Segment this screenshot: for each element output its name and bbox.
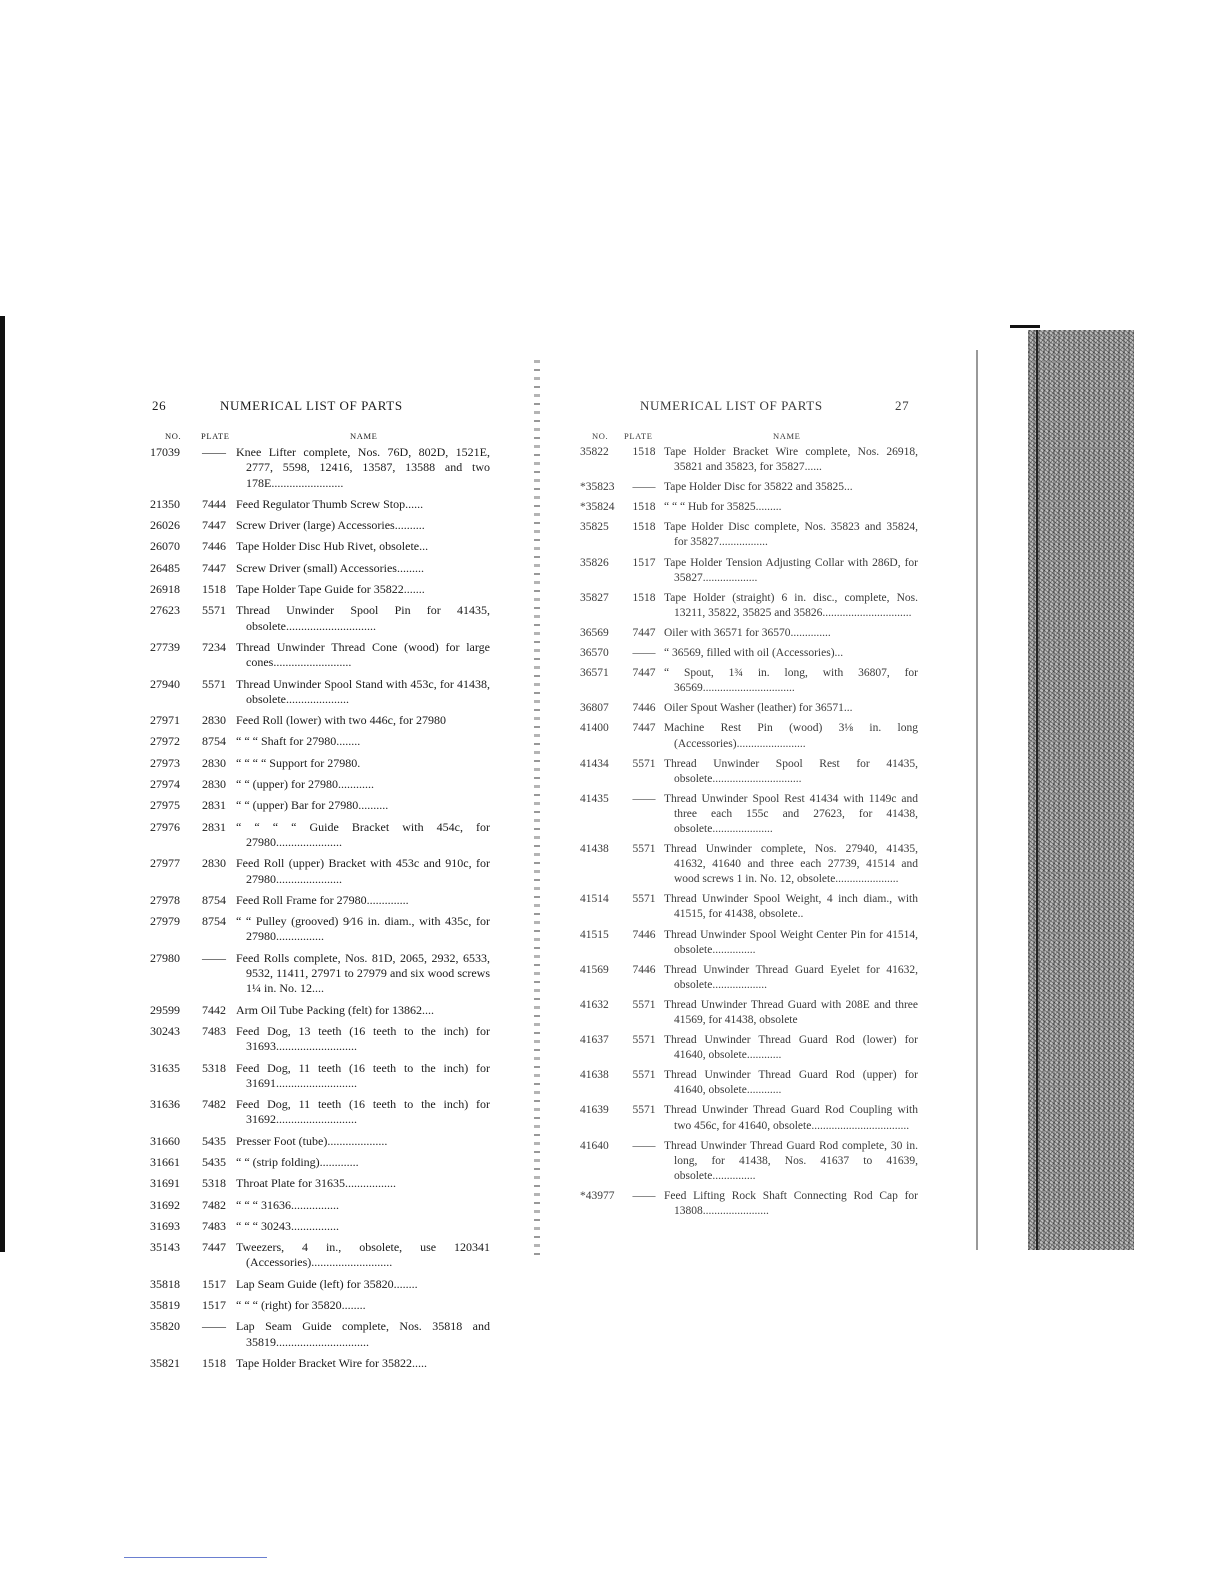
part-row [580, 500, 918, 515]
part-name: “ “ “ “ Guide Bracket with 454c, for 27980...................... [236, 819, 490, 849]
part-name: Tape Holder Tape Guide for 35822....... [236, 582, 425, 597]
part-row [150, 856, 490, 887]
part-name: Thread Unwinder Thread Cone (wood) for large cones.......................... [236, 639, 490, 670]
part-row [150, 1219, 490, 1234]
part-name: Feed Roll (upper) Bracket with 453c and 910c, for 27980...................... [236, 856, 490, 886]
plate-number: 7447 [632, 722, 656, 735]
part-row [580, 480, 918, 495]
column-headers [150, 431, 490, 445]
part-row [150, 1356, 490, 1371]
part-name: Thread Unwinder Spool Rest 41434 with 1149c and three each 155c and 27623, for 41438, obsolete..................... [664, 792, 918, 835]
part-row [150, 777, 490, 792]
part-row [580, 626, 918, 641]
part-row [150, 677, 490, 708]
part-name: Thread Unwinder Spool Weight Center Pin for 41514, obsolete............... [664, 928, 918, 956]
part-name: “ “ “ 30243................ [236, 1218, 339, 1233]
part-number: 26026 [150, 518, 180, 533]
plate-number: 5435 [202, 1133, 226, 1148]
cover-edge-mark [1010, 325, 1040, 328]
plate-number: 8754 [202, 734, 226, 749]
part-number: 31691 [150, 1176, 180, 1191]
page-title: NUMERICAL LIST OF PARTS [640, 398, 823, 413]
part-number: 41400 [580, 722, 609, 735]
part-number: 35818 [150, 1276, 180, 1291]
part-number: 35820 [150, 1319, 180, 1334]
part-number: 35821 [150, 1355, 180, 1370]
part-name: Feed Roll (lower) with two 446c, for 27980 [236, 713, 446, 728]
plate-number: 5571 [632, 1104, 656, 1117]
right-page [580, 398, 918, 1219]
bottom-link-underline [124, 1557, 267, 1558]
part-row [580, 1189, 918, 1219]
part-row [150, 1134, 490, 1149]
part-name: Feed Regulator Thumb Screw Stop...... [236, 496, 424, 511]
part-name: “ “ “ “ Support for 27980. [236, 755, 361, 770]
part-row [580, 556, 918, 586]
part-number: 35143 [150, 1240, 180, 1255]
plate-number: 2831 [202, 819, 226, 834]
part-row [150, 445, 490, 491]
part-name: Presser Foot (tube).................... [236, 1133, 388, 1148]
plate-number: 1518 [632, 446, 656, 458]
part-row [580, 998, 918, 1028]
part-row [150, 582, 490, 597]
plate-number: 7234 [202, 639, 226, 654]
part-number: 27623 [150, 603, 180, 618]
part-number: *43977 [580, 1189, 615, 1202]
part-name: “ “ “ (right) for 35820........ [236, 1298, 366, 1313]
part-number: 27979 [150, 914, 180, 929]
part-number: 36569 [580, 626, 609, 639]
part-number: 21350 [150, 496, 180, 511]
page-edge-line [976, 350, 978, 1250]
part-number: 41514 [580, 893, 609, 906]
part-row [150, 1097, 490, 1128]
column-header-plate: PLATE [624, 431, 653, 441]
part-row [580, 792, 918, 837]
part-name: Thread Unwinder Thread Guard Rod complete, 30 in. long, for 41438, Nos. 41637 to 41639, obsolete............... [664, 1139, 918, 1182]
part-row [150, 1003, 490, 1018]
part-name: Thread Unwinder Thread Guard Rod (lower) for 41640, obsolete............ [664, 1034, 918, 1062]
plate-number: —— [632, 647, 656, 660]
part-row [580, 928, 918, 958]
part-name: Thread Unwinder Spool Pin for 41435, obsolete.............................. [236, 603, 490, 633]
page-number: 27 [895, 398, 910, 413]
part-row [150, 539, 490, 554]
part-row [580, 721, 918, 751]
part-name: Tweezers, 4 in., obsolete, use 120341 (Accessories)........................... [236, 1240, 490, 1270]
part-row [150, 756, 490, 771]
part-name: Feed Rolls complete, Nos. 81D, 2065, 2932, 6533, 9532, 11411, 27971 to 27979 and six wood screws 1¼ in. No. 12.... [236, 950, 490, 996]
plate-number: 1518 [632, 521, 656, 534]
part-number: 26918 [150, 582, 180, 597]
plate-number: 2831 [202, 798, 226, 813]
part-number: 26070 [150, 539, 180, 554]
part-name: “ 36569, filled with oil (Accessories)... [664, 647, 844, 660]
part-number: 27974 [150, 777, 180, 792]
part-row [150, 561, 490, 576]
part-row [580, 591, 918, 621]
book-gutter [534, 360, 540, 1255]
plate-number: 7446 [202, 539, 226, 554]
part-row [150, 1176, 490, 1191]
plate-number: 7446 [632, 963, 656, 976]
plate-number: 7447 [202, 560, 226, 575]
part-number: 35825 [580, 521, 609, 534]
part-row [580, 520, 918, 550]
column-header-no: NO. [165, 431, 182, 441]
plate-number: 7483 [202, 1023, 226, 1038]
part-row [150, 603, 490, 634]
parts-list [150, 445, 490, 1371]
column-header-name: NAME [350, 431, 378, 441]
part-name: Thread Unwinder Spool Weight, 4 inch diam., with 41515, for 41438, obsolete.. [664, 893, 918, 921]
plate-number: 7442 [202, 1002, 226, 1017]
plate-number: 5571 [632, 1034, 656, 1047]
part-row [580, 1033, 918, 1063]
plate-number: 1517 [632, 556, 656, 569]
plate-number: 5571 [202, 603, 226, 618]
part-row [150, 1240, 490, 1271]
part-row [150, 820, 490, 851]
plate-number: —— [202, 445, 226, 459]
part-row [150, 1061, 490, 1092]
part-name: “ Spout, 1¾ in. long, with 36807, for 36569................................ [664, 667, 918, 695]
column-header-name: NAME [773, 431, 801, 441]
page-number: 26 [152, 398, 167, 413]
plate-number: 5318 [202, 1176, 226, 1191]
part-row [580, 963, 918, 993]
plate-number: 2830 [202, 777, 226, 792]
part-row [580, 892, 918, 922]
plate-number: 7483 [202, 1218, 226, 1233]
part-name: Oiler Spout Washer (leather) for 36571... [664, 702, 853, 715]
plate-number: 2830 [202, 856, 226, 871]
plate-number: 5571 [632, 757, 656, 770]
plate-number: 7447 [632, 667, 656, 680]
plate-number: 5571 [632, 893, 656, 906]
page-title: NUMERICAL LIST OF PARTS [220, 398, 403, 413]
plate-number: 7482 [202, 1197, 226, 1212]
cover-edge-border [1036, 330, 1038, 1250]
part-number: 36807 [580, 702, 609, 715]
part-number: 27739 [150, 639, 180, 654]
part-name: Thread Unwinder complete, Nos. 27940, 41435, 41632, 41640 and three each 27739, 41514 and wood screws 1 in. No. 12, obsolete...................... [664, 843, 918, 886]
column-headers [580, 431, 918, 445]
column-header-plate: PLATE [201, 431, 230, 441]
plate-number: 1518 [202, 582, 226, 597]
part-row [580, 842, 918, 887]
part-name: Oiler with 36571 for 36570.............. [664, 626, 831, 639]
scan-left-edge [0, 316, 5, 1252]
part-name: Thread Unwinder Thread Guard with 208E and three 41569, for 41438, obsolete [664, 998, 918, 1026]
plate-number: 2830 [202, 713, 226, 728]
page-header [580, 398, 918, 418]
part-name: Feed Dog, 11 teeth (16 teeth to the inch) for 31691........................... [236, 1060, 490, 1090]
part-row [580, 445, 918, 475]
part-row [150, 1277, 490, 1292]
plate-number: 7447 [202, 518, 226, 533]
part-row [150, 640, 490, 671]
part-name: Feed Dog, 11 teeth (16 teeth to the inch) for 31692........................... [236, 1097, 490, 1127]
plate-number: 5571 [632, 998, 656, 1011]
part-number: 26485 [150, 560, 180, 575]
plate-number: 7447 [632, 626, 656, 639]
part-number: 41637 [580, 1034, 609, 1047]
part-name: “ “ “ Shaft for 27980........ [236, 734, 361, 749]
plate-number: 1518 [202, 1355, 226, 1370]
part-number: 41569 [580, 963, 609, 976]
part-number: 41638 [580, 1069, 609, 1082]
part-number: 17039 [150, 445, 180, 459]
part-number: 30243 [150, 1023, 180, 1038]
part-name: Thread Unwinder Thread Guard Rod Coupling with two 456c, for 41640, obsolete.................................. [664, 1104, 918, 1132]
part-name: Tape Holder Tension Adjusting Collar with 286D, for 35827................... [664, 556, 918, 584]
part-number: 27976 [150, 819, 180, 834]
part-number: 41438 [580, 843, 609, 856]
part-number: 31636 [150, 1097, 180, 1112]
part-name: Tape Holder Bracket Wire for 35822..... [236, 1355, 428, 1370]
plate-number: 2830 [202, 755, 226, 770]
plate-number: 1517 [202, 1298, 226, 1313]
plate-number: —— [202, 1319, 226, 1334]
part-row [150, 734, 490, 749]
part-name: Lap Seam Guide (left) for 35820........ [236, 1276, 418, 1291]
part-row [150, 713, 490, 728]
part-number: 35827 [580, 591, 609, 604]
part-number: *35823 [580, 481, 615, 494]
part-name: “ “ “ Hub for 35825......... [664, 501, 782, 514]
plate-number: 8754 [202, 892, 226, 907]
part-number: 31693 [150, 1218, 180, 1233]
part-number: 27975 [150, 798, 180, 813]
part-number: 41639 [580, 1104, 609, 1117]
part-name: Tape Holder Disc complete, Nos. 35823 and 35824, for 35827................. [664, 521, 918, 549]
part-name: Throat Plate for 31635................. [236, 1176, 396, 1191]
plate-number: 5571 [632, 843, 656, 856]
scanned-cover-edge [1028, 330, 1134, 1250]
part-row [580, 646, 918, 661]
part-row [150, 1024, 490, 1055]
part-name: Machine Rest Pin (wood) 3⅛ in. long (Accessories)........................ [664, 722, 918, 750]
part-number: 29599 [150, 1002, 180, 1017]
part-row [580, 701, 918, 716]
part-name: Feed Dog, 13 teeth (16 teeth to the inch) for 31693........................... [236, 1023, 490, 1054]
plate-number: —— [632, 1139, 656, 1152]
part-name: “ “ Pulley (grooved) 9⁄16 in. diam., with 435c, for 27980................ [236, 914, 490, 944]
part-name: Tape Holder Disc Hub Rivet, obsolete... [236, 539, 429, 554]
plate-number: —— [632, 1189, 656, 1202]
part-number: *35824 [580, 501, 615, 514]
plate-number: 8754 [202, 914, 226, 929]
part-name: “ “ “ 31636................ [236, 1197, 339, 1212]
part-number: 41435 [580, 792, 609, 805]
part-name: Lap Seam Guide complete, Nos. 35818 and 35819............................... [236, 1319, 490, 1349]
part-name: Thread Unwinder Thread Guard Eyelet for 41632, obsolete................... [664, 963, 918, 991]
part-name: “ “ (strip folding)............. [236, 1154, 359, 1169]
part-number: 27980 [150, 950, 180, 965]
part-name: Thread Unwinder Spool Stand with 453c, for 41438, obsolete..................... [236, 676, 490, 706]
part-name: Knee Lifter complete, Nos. 76D, 802D, 1521E, 2777, 5598, 12416, 13587, 13588 and two 178E........................ [236, 445, 490, 490]
part-name: Feed Lifting Rock Shaft Connecting Rod Cap for 13808....................... [664, 1189, 918, 1218]
part-number: 41640 [580, 1139, 609, 1152]
part-row [150, 914, 490, 945]
part-number: 41632 [580, 998, 609, 1011]
part-name: Thread Unwinder Thread Guard Rod (upper) for 41640, obsolete............ [664, 1069, 918, 1097]
plate-number: 7447 [202, 1240, 226, 1255]
plate-number: 7446 [632, 928, 656, 941]
part-number: 35826 [580, 556, 609, 569]
plate-number: 1518 [632, 591, 656, 604]
part-number: 27940 [150, 676, 180, 691]
part-number: 27972 [150, 734, 180, 749]
part-number: 41434 [580, 757, 609, 770]
part-row [150, 951, 490, 997]
part-row [150, 518, 490, 533]
part-row [580, 757, 918, 787]
part-name: Arm Oil Tube Packing (felt) for 13862.... [236, 1002, 434, 1017]
part-row [580, 1103, 918, 1133]
part-row [580, 1139, 918, 1184]
part-number: 31692 [150, 1197, 180, 1212]
plate-number: —— [632, 792, 656, 805]
part-name: Screw Driver (small) Accessories......... [236, 560, 424, 575]
parts-list [580, 445, 918, 1219]
plate-number: 7446 [632, 702, 656, 715]
part-row [150, 1319, 490, 1350]
part-number: 36570 [580, 647, 609, 660]
part-number: 35822 [580, 446, 609, 458]
plate-number: 5571 [632, 1069, 656, 1082]
plate-number: 5571 [202, 676, 226, 691]
part-name: Tape Holder Disc for 35822 and 35825... [664, 481, 853, 494]
part-name: Screw Driver (large) Accessories.......... [236, 518, 425, 533]
plate-number: —— [632, 481, 656, 494]
part-name: Feed Roll Frame for 27980.............. [236, 892, 409, 907]
plate-number: 1517 [202, 1276, 226, 1291]
part-row [150, 1198, 490, 1213]
part-number: 27971 [150, 713, 180, 728]
plate-number: 7444 [202, 496, 226, 511]
column-header-no: NO. [592, 431, 609, 441]
part-row [150, 497, 490, 512]
part-number: 31661 [150, 1154, 180, 1169]
plate-number: 5435 [202, 1154, 226, 1169]
plate-number: —— [202, 950, 226, 965]
part-row [150, 893, 490, 908]
part-number: 31635 [150, 1060, 180, 1075]
part-name: “ “ (upper) for 27980............ [236, 777, 374, 792]
part-row [580, 1068, 918, 1098]
part-row [150, 1155, 490, 1170]
part-name: Tape Holder Bracket Wire complete, Nos. 26918, 35821 and 35823, for 35827...... [664, 446, 918, 474]
part-row [150, 1298, 490, 1313]
page-header [150, 398, 490, 418]
part-name: “ “ (upper) Bar for 27980.......... [236, 798, 389, 813]
plate-number: 7482 [202, 1097, 226, 1112]
part-row [150, 798, 490, 813]
left-page [150, 398, 490, 1371]
part-number: 35819 [150, 1298, 180, 1313]
part-number: 27973 [150, 755, 180, 770]
part-name: Tape Holder (straight) 6 in. disc., complete, Nos. 13211, 35822, 35825 and 35826............................... [664, 591, 918, 619]
plate-number: 1518 [632, 501, 656, 514]
plate-number: 5318 [202, 1060, 226, 1075]
part-number: 31660 [150, 1133, 180, 1148]
part-number: 27978 [150, 892, 180, 907]
part-name: Thread Unwinder Spool Rest for 41435, obsolete............................... [664, 757, 918, 785]
part-row [580, 666, 918, 696]
part-number: 27977 [150, 856, 180, 871]
part-number: 36571 [580, 667, 609, 680]
part-number: 41515 [580, 928, 609, 941]
